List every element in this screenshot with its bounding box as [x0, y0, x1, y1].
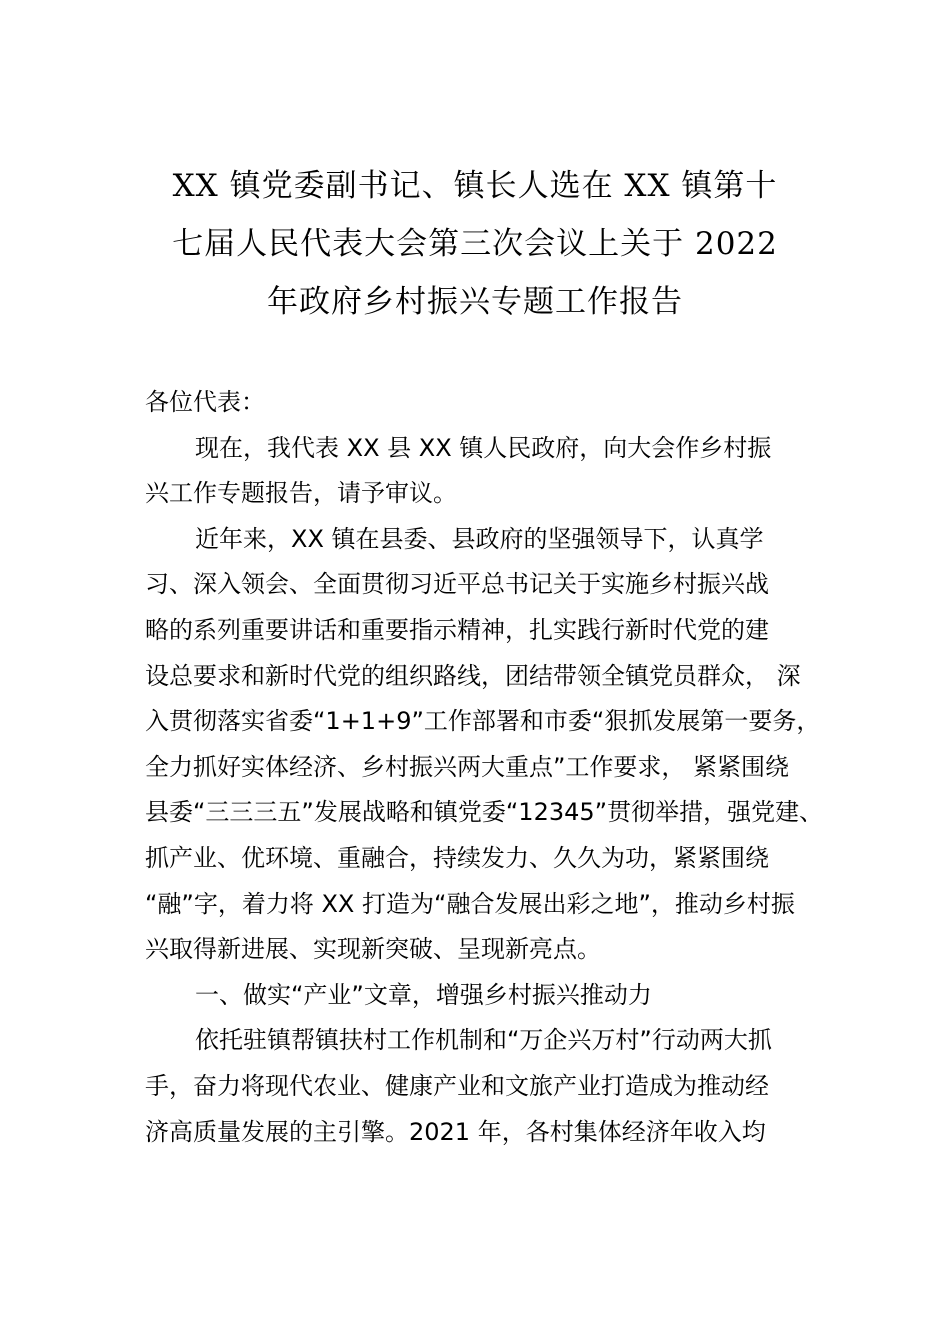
- paragraph-2-line: 设总要求和新时代党的组织路线，团结带领全镇党员群众， 深: [145, 661, 801, 690]
- paragraph-2-line: 抓产业、优环境、重融合，持续发力、久久为功，紧紧围绕: [145, 843, 769, 872]
- paragraph-3-line: 手，奋力将现代农业、健康产业和文旅产业打造成为推动经: [145, 1071, 769, 1100]
- section-heading-1: 一、做实“产业”文章，增强乡村振兴推动力: [195, 980, 652, 1009]
- paragraph-1-line: 兴工作专题报告，请予审议。: [145, 479, 457, 508]
- paragraph-2-line: 入贯彻落实省委“1+1+9”工作部署和市委“狠抓发展第一要务，: [145, 707, 821, 736]
- paragraph-2-line: 习、深入领会、全面贯彻习近平总书记关于实施乡村振兴战: [145, 570, 769, 599]
- paragraph-3-line: 依托驻镇帮镇扶村工作机制和“万企兴万村”行动两大抓: [195, 1026, 772, 1055]
- title-line-3: 年政府乡村振兴专题工作报告: [267, 284, 683, 320]
- paragraph-3-line: 济高质量发展的主引擎。2021 年，各村集体经济年收入均: [145, 1117, 766, 1146]
- paragraph-2-line: 略的系列重要讲话和重要指示精神，扎实践行新时代党的建: [145, 615, 769, 644]
- paragraph-1-line: 现在，我代表 XX 县 XX 镇人民政府，向大会作乡村振: [195, 433, 772, 462]
- paragraph-2-line: 兴取得新进展、实现新突破、呈现新亮点。: [145, 935, 601, 964]
- salutation: 各位代表：: [145, 388, 265, 416]
- paragraph-2-line: 全力抓好实体经济、乡村振兴两大重点”工作要求， 紧紧围绕: [145, 752, 790, 781]
- title-line-1: XX 镇党委副书记、镇长人选在 XX 镇第十: [172, 168, 778, 204]
- document-title: [120, 157, 830, 331]
- title-line-2: 七届人民代表大会第三次会议上关于 2022: [172, 226, 778, 262]
- paragraph-2-line: “融”字，着力将 XX 打造为“融合发展出彩之地”，推动乡村振: [145, 889, 795, 918]
- paragraph-2-line: 县委“三三三五”发展战略和镇党委“12345”贯彻举措，强党建、: [145, 798, 824, 827]
- document-body: [145, 380, 825, 1155]
- paragraph-2-line: 近年来，XX 镇在县委、县政府的坚强领导下，认真学: [195, 524, 764, 553]
